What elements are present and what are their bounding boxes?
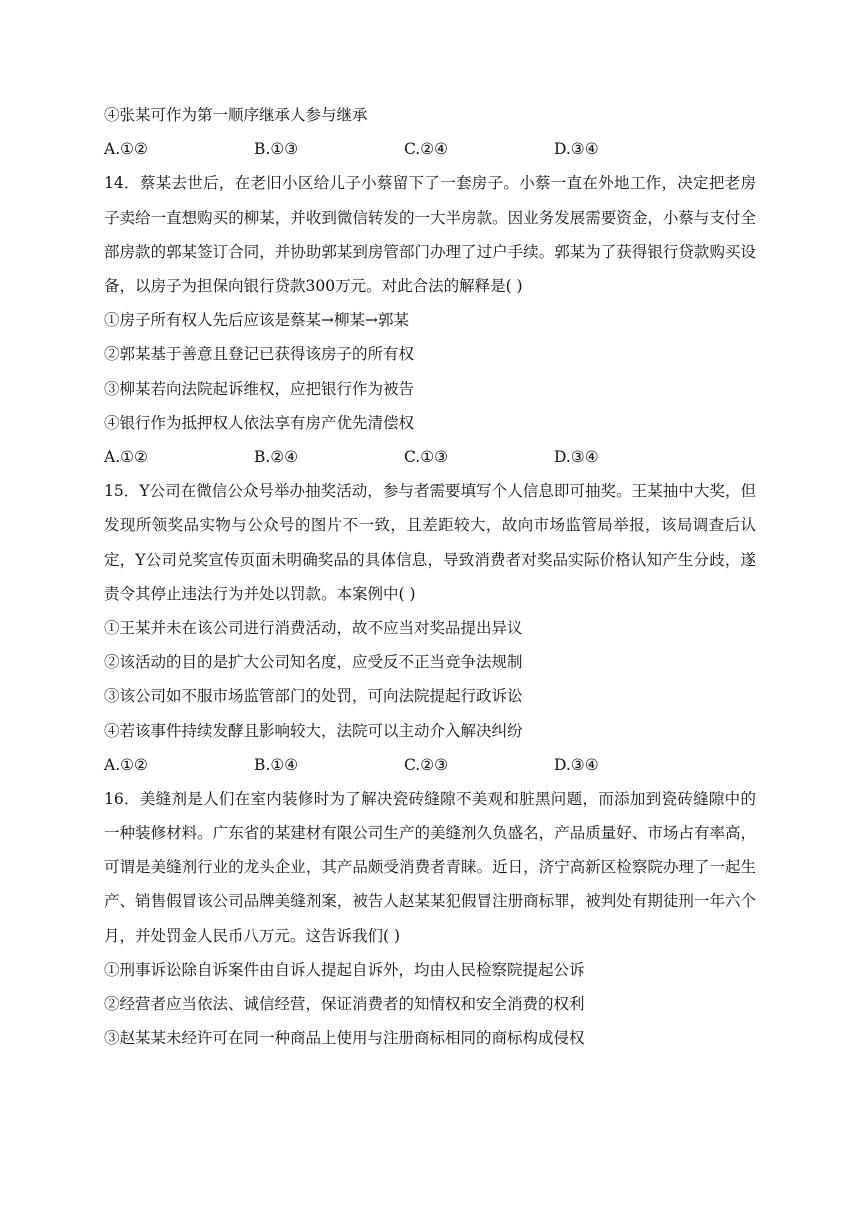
q15-option-4: ④若该事件持续发酵且影响较大，法院可以主动介入解决纠纷 [104,721,523,740]
q14-choice-d: D.③④ [554,447,599,466]
q14-option-3: ③柳某若向法院起诉维权，应把银行作为被告 [104,379,415,398]
q13-option-4: ④张某可作为第一顺序继承人参与继承 [104,106,368,124]
q14-option-2: ②郭某基于善意且登记已获得该房子的所有权 [104,345,415,364]
q15-choice-a: A.①② [104,755,148,774]
q16-option-2: ②经营者应当依法、诚信经营，保证消费者的知情权和安全消费的权利 [104,995,585,1014]
q13-choice-c: C.②④ [404,140,449,159]
q15-choice-c: C.②③ [404,755,449,774]
q15-option-1: ①王某并未在该公司进行消费活动，故不应当对奖品提出异议 [104,618,523,637]
q13-choice-b: B.①③ [254,140,299,159]
q15-stem: 15．Y公司在微信公众号举办抽奖活动，参与者需要填写个人信息即可抽奖。王某抽中大奖，但发现所领奖品实物与公众号的图片不一致，且差距较大，故向市场监管局举报，该局调查后认定，Y公司兑奖宣传页面未明确奖品的具体信息，导致消费者对奖品实际价格认知产生分歧，遂责令其停止违法行为并处以罚款。本案例中( ) [104,482,756,603]
exam-page [104,98,756,1055]
q14-choices [104,440,756,474]
q14-choice-a: A.①② [104,447,148,466]
q14-option-4: ④银行作为抵押权人依法享有房产优先清偿权 [104,413,415,432]
q16-stem: 16．美缝剂是人们在室内装修时为了解决瓷砖缝隙不美观和脏黑问题，而添加到瓷砖缝隙中的一种装修材料。广东省的某建材有限公司生产的美缝剂久负盛名，产品质量好、市场占有率高，可谓是美缝剂行业的龙头企业，其产品颇受消费者青睐。近日，济宁高新区检察院办理了一起生产、销售假冒该公司品牌美缝剂案，被告人赵某某犯假冒注册商标罪，被判处有期徒刑一年六个月，并处罚金人民币八万元。这告诉我们( ) [104,789,756,945]
q15-choice-b: B.①④ [254,755,299,774]
q15-option-3: ③该公司如不服市场监管部门的处罚，可向法院提起行政诉讼 [104,687,523,706]
q13-choice-d: D.③④ [554,140,599,159]
q14-stem: 14．蔡某去世后，在老旧小区给儿子小蔡留下了一套房子。小蔡一直在外地工作，决定把老房子卖给一直想购买的柳某，并收到微信转发的一大半房款。因业务发展需要资金，小蔡与支付全部房款的郭某签订合同，并协助郭某到房管部门办理了过户手续。郭某为了获得银行贷款购买设备，以房子为担保向银行贷款300万元。对此合法的解释是( ) [104,174,756,295]
q13-choices [104,132,756,166]
q16-option-1: ①刑事诉讼除自诉案件由自诉人提起自诉外，均由人民检察院提起公诉 [104,960,585,979]
q15-choice-d: D.③④ [554,755,599,774]
q15-option-2: ②该活动的目的是扩大公司知名度，应受反不正当竞争法规制 [104,653,523,672]
q13-choice-a: A.①② [104,140,148,159]
q15-choices [104,748,756,782]
q14-option-1: ①房子所有权人先后应该是蔡某→柳某→郭某 [104,311,409,330]
q14-choice-b: B.②④ [254,447,299,466]
q16-option-3: ③赵某某未经许可在同一种商品上使用与注册商标相同的商标构成侵权 [104,1029,585,1048]
q14-choice-c: C.①③ [404,447,449,466]
